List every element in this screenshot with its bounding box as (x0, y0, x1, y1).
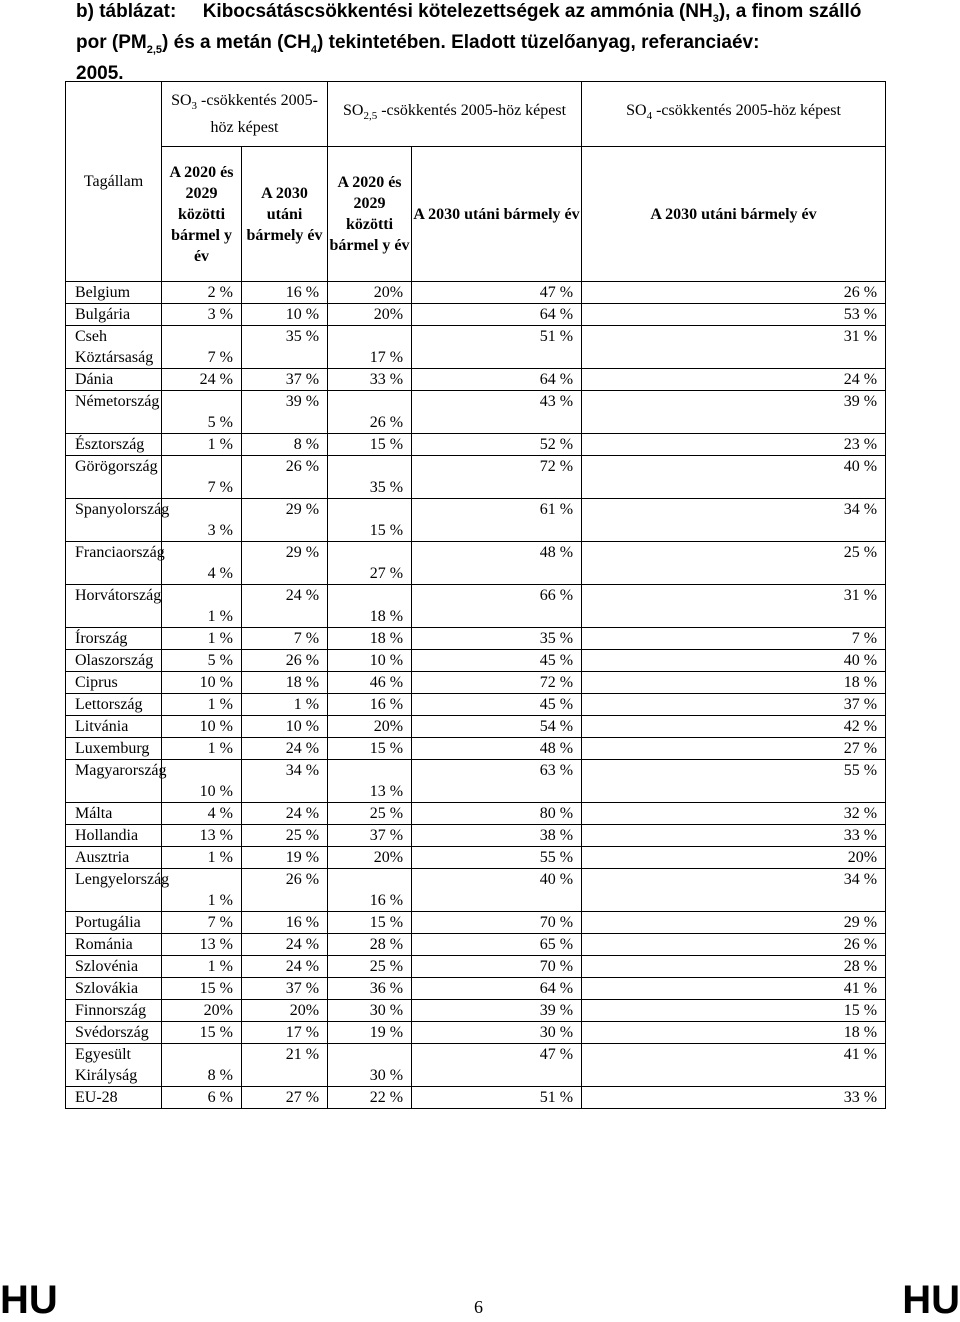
value-cell: 37 % (242, 978, 328, 1000)
value-cell: 18 % (582, 1022, 886, 1044)
country-cell: Hollandia (66, 825, 162, 847)
value-cell: 48 % (412, 542, 582, 585)
value-cell: 1 % (162, 956, 242, 978)
value-cell: 64 % (412, 369, 582, 391)
table-row (66, 1044, 886, 1087)
value-cell: 47 % (412, 282, 582, 304)
value-cell: 15 % (162, 1022, 242, 1044)
value-cell: 19 % (242, 847, 328, 869)
value-cell: 1 % (162, 628, 242, 650)
value-cell: 35 % (412, 628, 582, 650)
value-cell: 7 % (242, 628, 328, 650)
value-cell: 51 % (412, 326, 582, 369)
value-cell: 10 % (162, 716, 242, 738)
table-row (66, 1000, 886, 1022)
value-cell: 40 % (582, 650, 886, 672)
value-cell: 13 % (328, 760, 412, 803)
value-cell: 16 % (242, 912, 328, 934)
table-title (76, 0, 876, 86)
value-cell: 37 % (242, 369, 328, 391)
value-cell: 26 % (242, 869, 328, 912)
country-cell: Spanyolország (66, 499, 162, 542)
value-cell: 35 % (328, 456, 412, 499)
country-cell: Ciprus (66, 672, 162, 694)
value-cell: 37 % (328, 825, 412, 847)
value-cell: 37 % (582, 694, 886, 716)
value-cell: 16 % (242, 282, 328, 304)
table-caption-prefix: b) táblázat: (76, 1, 177, 22)
value-cell: 26 % (582, 934, 886, 956)
value-cell: 24 % (242, 738, 328, 760)
country-cell: Franciaország (66, 542, 162, 585)
value-cell: 27 % (328, 542, 412, 585)
value-cell: 33 % (582, 825, 886, 847)
table-row (66, 716, 886, 738)
value-cell: 4 % (162, 542, 242, 585)
table-row (66, 391, 886, 434)
country-cell: Dánia (66, 369, 162, 391)
value-cell: 55 % (412, 847, 582, 869)
table-row (66, 869, 886, 912)
value-cell: 21 % (242, 1044, 328, 1087)
country-cell: Finnország (66, 1000, 162, 1022)
value-cell: 1 % (162, 847, 242, 869)
table-row (66, 978, 886, 1000)
value-cell: 20% (582, 847, 886, 869)
value-cell: 25 % (328, 803, 412, 825)
value-cell: 31 % (582, 326, 886, 369)
value-cell: 80 % (412, 803, 582, 825)
value-cell: 24 % (242, 803, 328, 825)
value-cell: 15 % (582, 1000, 886, 1022)
value-cell: 23 % (582, 434, 886, 456)
sub-header-5: A 2030 utáni bármely év (582, 147, 886, 282)
value-cell: 20% (328, 716, 412, 738)
title-line1: Kibocsátáscsökkentési kötelezettségek az ammónia $(NH_3)$, a finom szálló (202, 1, 862, 25)
value-cell: 24 % (242, 956, 328, 978)
value-cell: 70 % (412, 912, 582, 934)
country-cell: Németország (66, 391, 162, 434)
value-cell: 34 % (582, 499, 886, 542)
table-row (66, 304, 886, 326)
value-cell: 15 % (328, 738, 412, 760)
value-cell: 25 % (328, 956, 412, 978)
table-row (66, 326, 886, 369)
table-row (66, 760, 886, 803)
value-cell: 26 % (582, 282, 886, 304)
value-cell: 27 % (242, 1087, 328, 1109)
value-cell: 52 % (412, 434, 582, 456)
table-row (66, 803, 886, 825)
country-cell: Ausztria (66, 847, 162, 869)
value-cell: 7 % (162, 326, 242, 369)
group-header-1: $SO_3$ -csökkentés 2005-höz képest (162, 82, 328, 147)
table-row (66, 1022, 886, 1044)
value-cell: 45 % (412, 650, 582, 672)
value-cell: 1 % (242, 694, 328, 716)
table-row (66, 542, 886, 585)
table-body (66, 282, 886, 1109)
country-cell: Luxemburg (66, 738, 162, 760)
table-row (66, 912, 886, 934)
country-cell: Lettország (66, 694, 162, 716)
value-cell: 46 % (328, 672, 412, 694)
country-cell: Cseh Köztársaság (66, 326, 162, 369)
value-cell: 15 % (328, 912, 412, 934)
title-line2: por $(PM_{2,5})$ és a metán $(CH_4)$ tekintetében. Eladott tüzelőanyag, referanciaév: (76, 31, 760, 56)
value-cell: 13 % (162, 934, 242, 956)
value-cell: 41 % (582, 978, 886, 1000)
value-cell: 20% (328, 847, 412, 869)
value-cell: 39 % (582, 391, 886, 434)
table-row (66, 499, 886, 542)
value-cell: 45 % (412, 694, 582, 716)
table-row (66, 847, 886, 869)
value-cell: 2 % (162, 282, 242, 304)
left-country-code: HU (0, 1278, 58, 1322)
group-header-2: $SO_{2,5}$ -csökkentés 2005-höz képest (328, 82, 582, 147)
value-cell: 6 % (162, 1087, 242, 1109)
value-cell: 24 % (242, 934, 328, 956)
value-cell: 18 % (328, 628, 412, 650)
value-cell: 25 % (582, 542, 886, 585)
country-cell: Magyarország (66, 760, 162, 803)
value-cell: 10 % (242, 716, 328, 738)
table-row (66, 956, 886, 978)
country-cell: Bulgária (66, 304, 162, 326)
value-cell: 1 % (162, 434, 242, 456)
value-cell: 8 % (162, 1044, 242, 1087)
value-cell: 64 % (412, 304, 582, 326)
table-row (66, 456, 886, 499)
value-cell: 20% (162, 1000, 242, 1022)
value-cell: 29 % (582, 912, 886, 934)
value-cell: 1 % (162, 694, 242, 716)
country-cell: Szlovénia (66, 956, 162, 978)
value-cell: 34 % (582, 869, 886, 912)
value-cell: 28 % (582, 956, 886, 978)
country-cell: Litvánia (66, 716, 162, 738)
value-cell: 20% (242, 1000, 328, 1022)
value-cell: 36 % (328, 978, 412, 1000)
value-cell: 26 % (242, 456, 328, 499)
value-cell: 30 % (328, 1000, 412, 1022)
value-cell: 18 % (242, 672, 328, 694)
value-cell: 31 % (582, 585, 886, 628)
value-cell: 1 % (162, 738, 242, 760)
value-cell: 47 % (412, 1044, 582, 1087)
country-cell: EU-28 (66, 1087, 162, 1109)
value-cell: 30 % (412, 1022, 582, 1044)
value-cell: 20% (328, 304, 412, 326)
country-cell: Málta (66, 803, 162, 825)
value-cell: 5 % (162, 391, 242, 434)
value-cell: 10 % (162, 672, 242, 694)
value-cell: 51 % (412, 1087, 582, 1109)
value-cell: 70 % (412, 956, 582, 978)
value-cell: 30 % (328, 1044, 412, 1087)
value-cell: 61 % (412, 499, 582, 542)
table-row (66, 282, 886, 304)
value-cell: 66 % (412, 585, 582, 628)
country-cell: Románia (66, 934, 162, 956)
value-cell: 42 % (582, 716, 886, 738)
value-cell: 63 % (412, 760, 582, 803)
table-row (66, 650, 886, 672)
table-row (66, 672, 886, 694)
value-cell: 19 % (328, 1022, 412, 1044)
value-cell: 24 % (242, 585, 328, 628)
value-cell: 39 % (242, 391, 328, 434)
value-cell: 13 % (162, 825, 242, 847)
value-cell: 40 % (412, 869, 582, 912)
value-cell: 26 % (242, 650, 328, 672)
value-cell: 39 % (412, 1000, 582, 1022)
value-cell: 15 % (328, 434, 412, 456)
value-cell: 1 % (162, 585, 242, 628)
value-cell: 55 % (582, 760, 886, 803)
reduction-table (65, 81, 886, 1109)
value-cell: 64 % (412, 978, 582, 1000)
country-cell: Szlovákia (66, 978, 162, 1000)
value-cell: 24 % (582, 369, 886, 391)
value-cell: 35 % (242, 326, 328, 369)
country-cell: Belgium (66, 282, 162, 304)
value-cell: 33 % (328, 369, 412, 391)
value-cell: 33 % (582, 1087, 886, 1109)
title-line3: 2005. (76, 62, 124, 84)
table-row (66, 369, 886, 391)
value-cell: 3 % (162, 304, 242, 326)
value-cell: 40 % (582, 456, 886, 499)
country-cell: Görögország (66, 456, 162, 499)
country-header: Tagállam (66, 82, 162, 282)
value-cell: 72 % (412, 672, 582, 694)
country-cell: Olaszország (66, 650, 162, 672)
value-cell: 41 % (582, 1044, 886, 1087)
value-cell: 53 % (582, 304, 886, 326)
country-cell: Írország (66, 628, 162, 650)
value-cell: 7 % (162, 912, 242, 934)
value-cell: 43 % (412, 391, 582, 434)
value-cell: 48 % (412, 738, 582, 760)
value-cell: 29 % (242, 499, 328, 542)
value-cell: 65 % (412, 934, 582, 956)
value-cell: 24 % (162, 369, 242, 391)
value-cell: 17 % (242, 1022, 328, 1044)
table-row (66, 434, 886, 456)
value-cell: 28 % (328, 934, 412, 956)
country-cell: Portugália (66, 912, 162, 934)
value-cell: 17 % (328, 326, 412, 369)
country-cell: Svédország (66, 1022, 162, 1044)
page-number: 6 (474, 1297, 483, 1317)
value-cell: 15 % (328, 499, 412, 542)
value-cell: 18 % (328, 585, 412, 628)
value-cell: 1 % (162, 869, 242, 912)
value-cell: 10 % (242, 304, 328, 326)
value-cell: 22 % (328, 1087, 412, 1109)
table-row (66, 628, 886, 650)
value-cell: 16 % (328, 694, 412, 716)
table-row (66, 1087, 886, 1109)
value-cell: 16 % (328, 869, 412, 912)
value-cell: 3 % (162, 499, 242, 542)
value-cell: 54 % (412, 716, 582, 738)
table-row (66, 825, 886, 847)
value-cell: 38 % (412, 825, 582, 847)
sub-header-1: A 2020 és 2029 közötti bármel y év (162, 147, 242, 282)
value-cell: 15 % (162, 978, 242, 1000)
value-cell: 7 % (582, 628, 886, 650)
country-cell: Horvátország (66, 585, 162, 628)
value-cell: 8 % (242, 434, 328, 456)
group-header-3: $SO_4$ -csökkentés 2005-höz képest (582, 82, 886, 147)
country-cell: Észtország (66, 434, 162, 456)
value-cell: 26 % (328, 391, 412, 434)
value-cell: 72 % (412, 456, 582, 499)
value-cell: 18 % (582, 672, 886, 694)
value-cell: 20% (328, 282, 412, 304)
value-cell: 10 % (162, 760, 242, 803)
value-cell: 34 % (242, 760, 328, 803)
value-cell: 25 % (242, 825, 328, 847)
value-cell: 7 % (162, 456, 242, 499)
table-row (66, 585, 886, 628)
table-row (66, 694, 886, 716)
value-cell: 4 % (162, 803, 242, 825)
table-row (66, 934, 886, 956)
value-cell: 27 % (582, 738, 886, 760)
value-cell: 32 % (582, 803, 886, 825)
sub-header-3: A 2020 és 2029 közötti bármel y év (328, 147, 412, 282)
value-cell: 29 % (242, 542, 328, 585)
country-cell: Lengyelország (66, 869, 162, 912)
country-cell: Egyesült Királyság (66, 1044, 162, 1087)
sub-header-2: A 2030 utáni bármely év (242, 147, 328, 282)
value-cell: 5 % (162, 650, 242, 672)
table-row (66, 738, 886, 760)
value-cell: 10 % (328, 650, 412, 672)
right-country-code: HU (902, 1278, 960, 1322)
sub-header-4: A 2030 utáni bármely év (412, 147, 582, 282)
